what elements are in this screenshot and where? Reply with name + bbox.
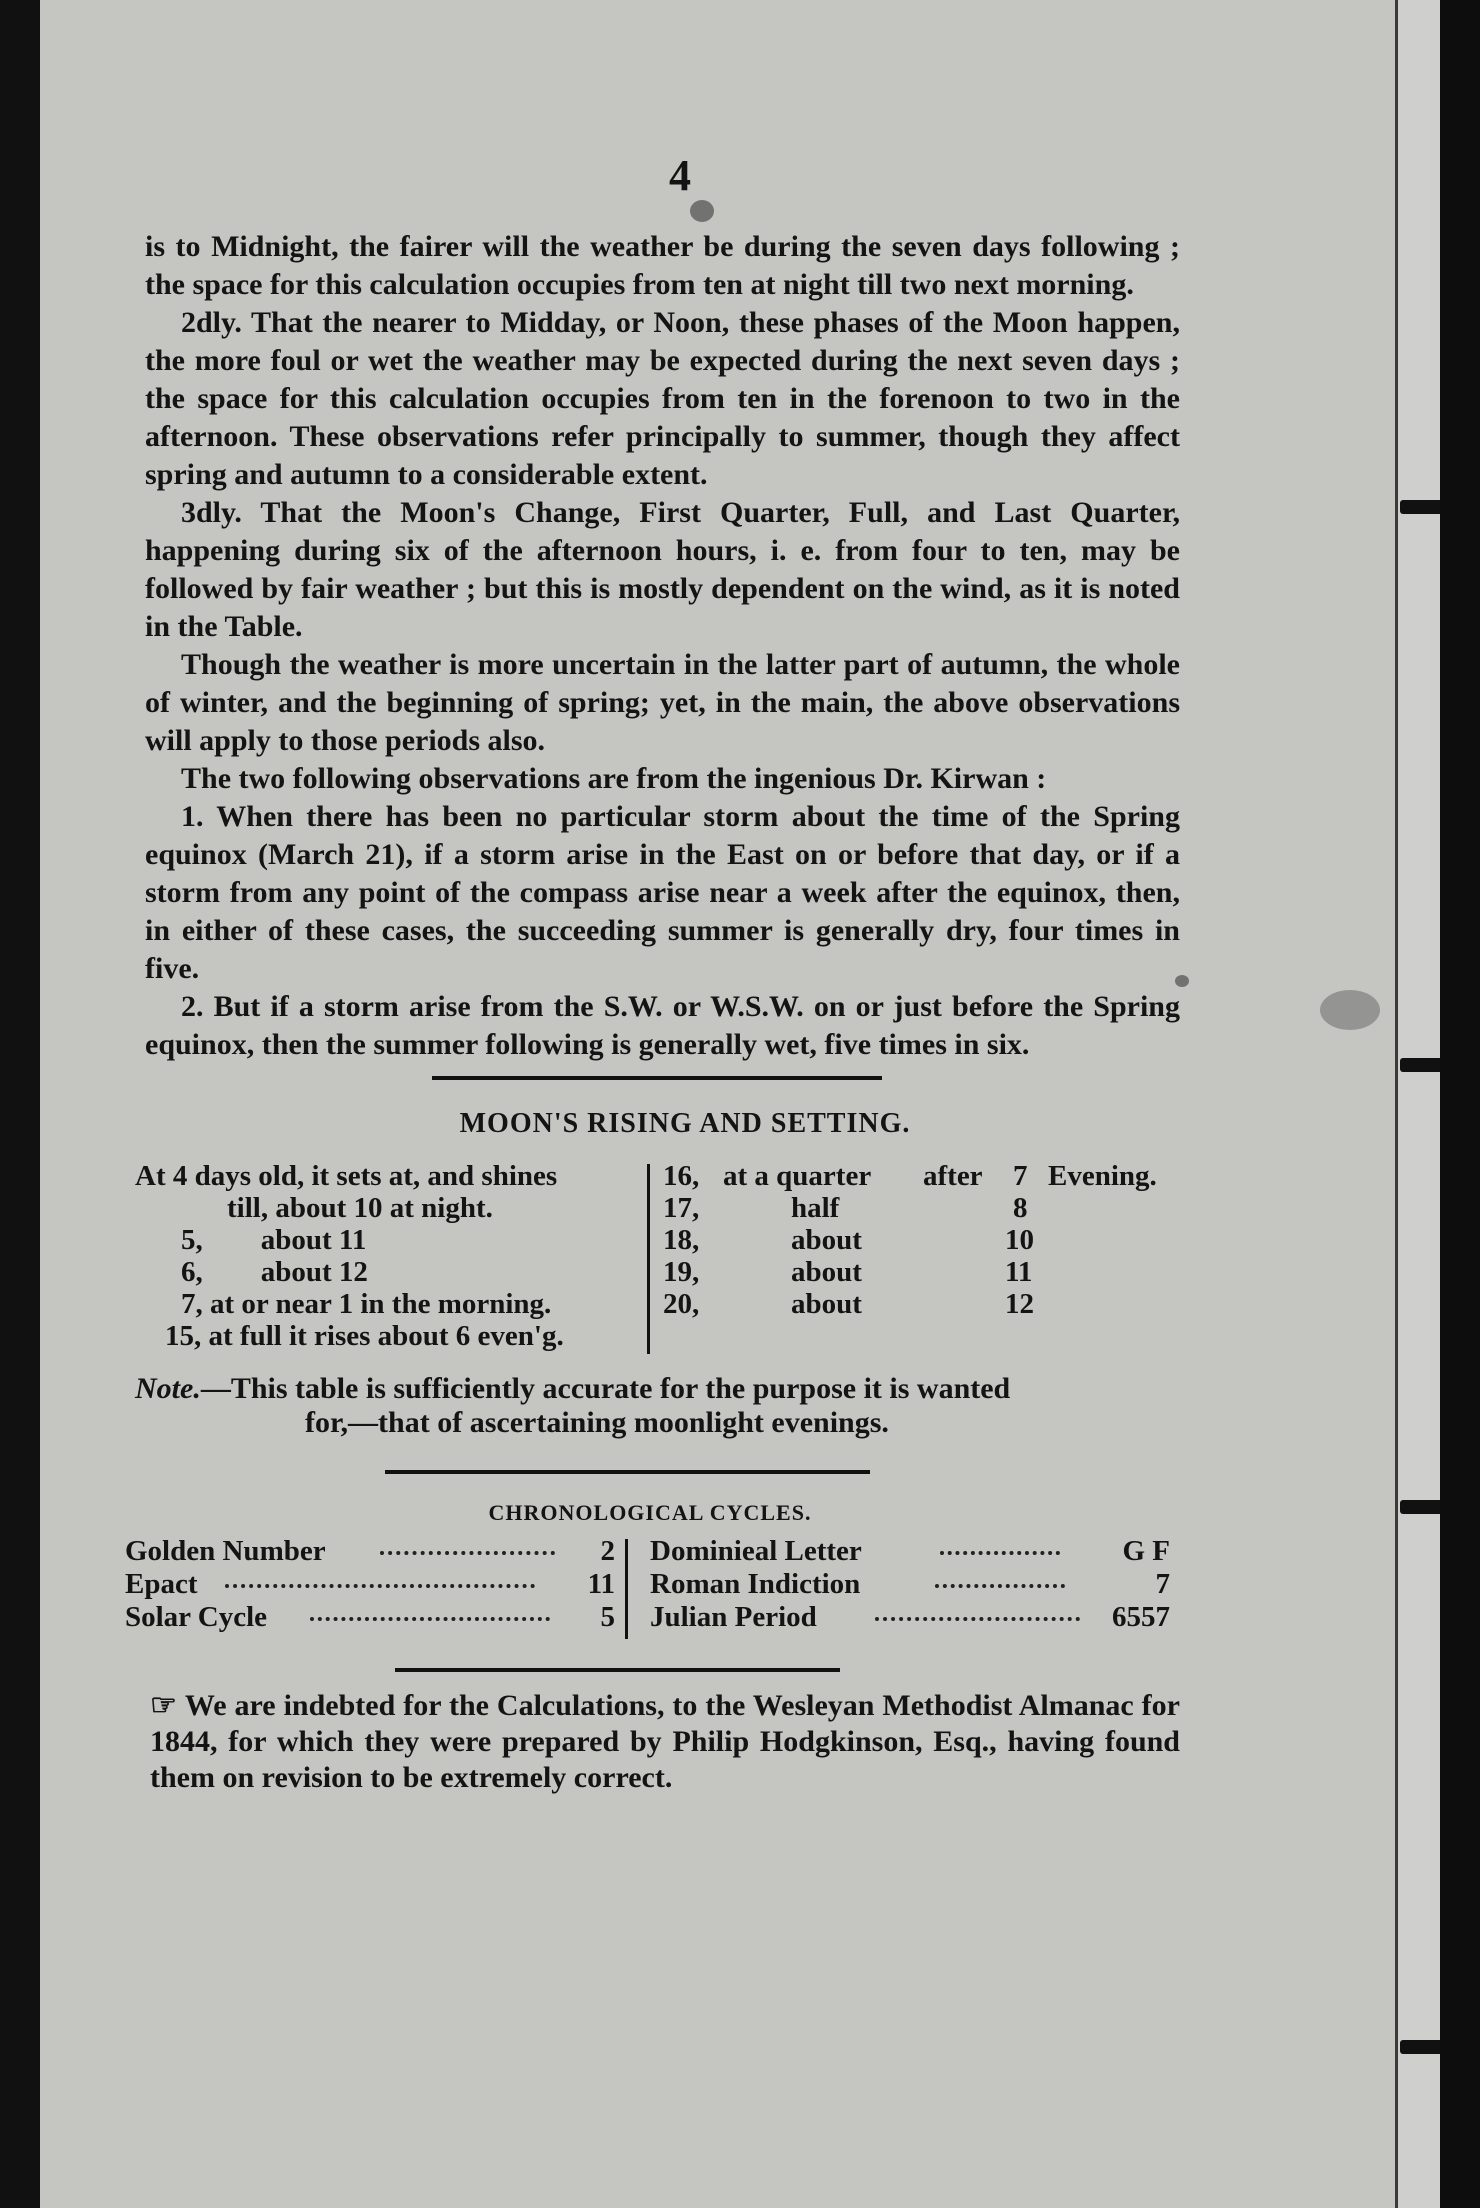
moon-hour: 10 — [1005, 1224, 1034, 1256]
body-text — [145, 228, 1180, 1064]
cycle-row — [650, 1535, 1170, 1568]
moon-row — [135, 1192, 645, 1224]
moon-hour: 11 — [1005, 1256, 1033, 1288]
divider-rule — [385, 1470, 870, 1474]
moon-row — [135, 1256, 645, 1288]
moon-hour: 7 — [1013, 1160, 1028, 1192]
moon-day: 20, — [663, 1288, 700, 1320]
acknowledgement — [150, 1688, 1180, 1796]
cycle-label: Roman Indiction — [650, 1568, 861, 1600]
moon-row — [135, 1320, 645, 1352]
moon-cell: At 4 days old, it sets at, and shines — [135, 1160, 558, 1192]
moon-day: 17, — [663, 1192, 700, 1224]
moon-cell: 7, at or near 1 in the morning. — [181, 1288, 552, 1320]
binding-stitch — [1400, 1500, 1445, 1514]
paragraph: 2dly. That the nearer to Midday, or Noon, these phases of the Moon happen, the more foul or wet the weather may be expected during the next seven days ; the space for this calculation occupies from ten in the forenoon to two in the afternoon. These observations refer principally to summer, though they affect spring and autumn to a considerable extent. — [145, 306, 1180, 491]
moon-row — [135, 1160, 645, 1192]
scan-edge-left — [0, 0, 40, 2208]
moon-hour: 12 — [1005, 1288, 1034, 1320]
leader-dots — [310, 1617, 550, 1621]
moon-row — [663, 1288, 1203, 1320]
cycles-right — [650, 1535, 1170, 1634]
moon-desc: at a quarter — [723, 1160, 872, 1192]
moon-table — [135, 1160, 1195, 1360]
moon-desc: half — [791, 1192, 840, 1224]
moon-row — [135, 1288, 645, 1320]
cycle-value: 6557 — [1112, 1601, 1170, 1633]
cycles-divider — [625, 1539, 628, 1639]
moon-table-divider — [647, 1164, 650, 1354]
paragraph: 1. When there has been no particular storm about the time of the Spring equinox (March 21), if a storm arise in the East on or before that day, or if a storm from any point of the compass arise near a week after the equinox, then, in either of these cases, the succeeding summer is generally dry, four times in five. — [145, 800, 1180, 985]
cycle-value: 7 — [1155, 1568, 1170, 1600]
cycle-label: Epact — [125, 1568, 198, 1600]
page-number: 4 — [669, 151, 691, 200]
cycles-title: CHRONOLOGICAL CYCLES. — [488, 1500, 812, 1525]
moon-row — [663, 1160, 1203, 1192]
cycle-value: 5 — [600, 1601, 615, 1633]
cycle-row — [650, 1568, 1170, 1601]
moon-cell: 15, at full it rises about 6 even'g. — [165, 1320, 564, 1352]
leader-dots — [875, 1617, 1080, 1621]
leader-dots — [940, 1551, 1060, 1555]
cycles-left — [125, 1535, 615, 1634]
cycle-label: Julian Period — [650, 1601, 817, 1633]
ink-smudge — [1320, 990, 1380, 1030]
moon-note — [135, 1372, 1185, 1440]
acknowledgement-text: We are indebted for the Calculations, to the Wesleyan Methodist Almanac for 1844, for which they were prepared by Philip Hodgkinson, Esq., having found them on revision to be extremely correct. — [150, 1689, 1180, 1794]
moon-extra: Evening. — [1048, 1160, 1157, 1192]
moon-section-title: MOON'S RISING AND SETTING. — [459, 1108, 911, 1139]
moon-cell: 5, about 11 — [181, 1224, 367, 1256]
pointing-hand-icon: ☞ — [150, 1689, 177, 1722]
cycle-row — [125, 1568, 615, 1601]
divider-rule — [395, 1668, 840, 1672]
paragraph: is to Midnight, the fairer will the weather be during the seven days following ; the space for this calculation occupies from ten at night till two next morning. — [145, 230, 1180, 301]
leader-dots — [225, 1584, 535, 1588]
scan-edge-right — [1440, 0, 1480, 2208]
paragraph: 2. But if a storm arise from the S.W. or W.S.W. on or just before the Spring equinox, then the summer following is generally wet, five times in six. — [145, 990, 1180, 1061]
ink-smudge — [690, 200, 714, 222]
cycle-row — [125, 1535, 615, 1568]
moon-cell: till, about 10 at night. — [227, 1192, 493, 1224]
moon-cell: 6, about 12 — [181, 1256, 368, 1288]
paragraph: The two following observations are from the ingenious Dr. Kirwan : — [181, 762, 1047, 795]
moon-row — [663, 1192, 1203, 1224]
note-text: —This table is sufficiently accurate for the purpose it is wanted — [200, 1372, 1011, 1405]
moon-table-right — [663, 1160, 1203, 1320]
moon-after: after — [923, 1160, 983, 1192]
divider-rule — [432, 1076, 882, 1080]
binding-stitch — [1400, 1058, 1445, 1072]
moon-hour: 8 — [1013, 1192, 1028, 1224]
moon-desc: about — [791, 1224, 862, 1256]
moon-day: 16, — [663, 1160, 700, 1192]
cycle-label: Dominieal Letter — [650, 1535, 862, 1567]
cycles-table — [125, 1535, 1170, 1645]
leader-dots — [935, 1584, 1065, 1588]
cycle-row — [650, 1601, 1170, 1634]
leader-dots — [380, 1551, 555, 1555]
note-label: Note. — [135, 1372, 201, 1405]
note-text-continued: for,—that of ascertaining moonlight evenings. — [305, 1406, 889, 1439]
cycle-label: Golden Number — [125, 1535, 326, 1567]
cycle-label: Solar Cycle — [125, 1601, 268, 1633]
moon-row — [663, 1256, 1203, 1288]
binding-stitch — [1400, 500, 1445, 514]
cycle-value: 2 — [600, 1535, 615, 1567]
moon-table-left — [135, 1160, 645, 1352]
moon-desc: about — [791, 1256, 862, 1288]
paragraph: 3dly. That the Moon's Change, First Quarter, Full, and Last Quarter, happening during six of the afternoon hours, i. e. from four to ten, may be followed by fair weather ; but this is mostly dependent on the wind, as it is noted in the Table. — [145, 496, 1180, 643]
moon-row — [663, 1224, 1203, 1256]
moon-day: 18, — [663, 1224, 700, 1256]
binding-stitch — [1400, 2040, 1445, 2054]
binding-strip — [1395, 0, 1443, 2208]
cycle-row — [125, 1601, 615, 1634]
moon-desc: about — [791, 1288, 862, 1320]
moon-row — [135, 1224, 645, 1256]
moon-day: 19, — [663, 1256, 700, 1288]
cycle-value: G F — [1122, 1535, 1170, 1567]
paragraph: Though the weather is more uncertain in the latter part of autumn, the whole of winter, and the beginning of spring; yet, in the main, the above observations will apply to those periods also. — [145, 648, 1180, 757]
cycle-value: 11 — [587, 1568, 615, 1600]
